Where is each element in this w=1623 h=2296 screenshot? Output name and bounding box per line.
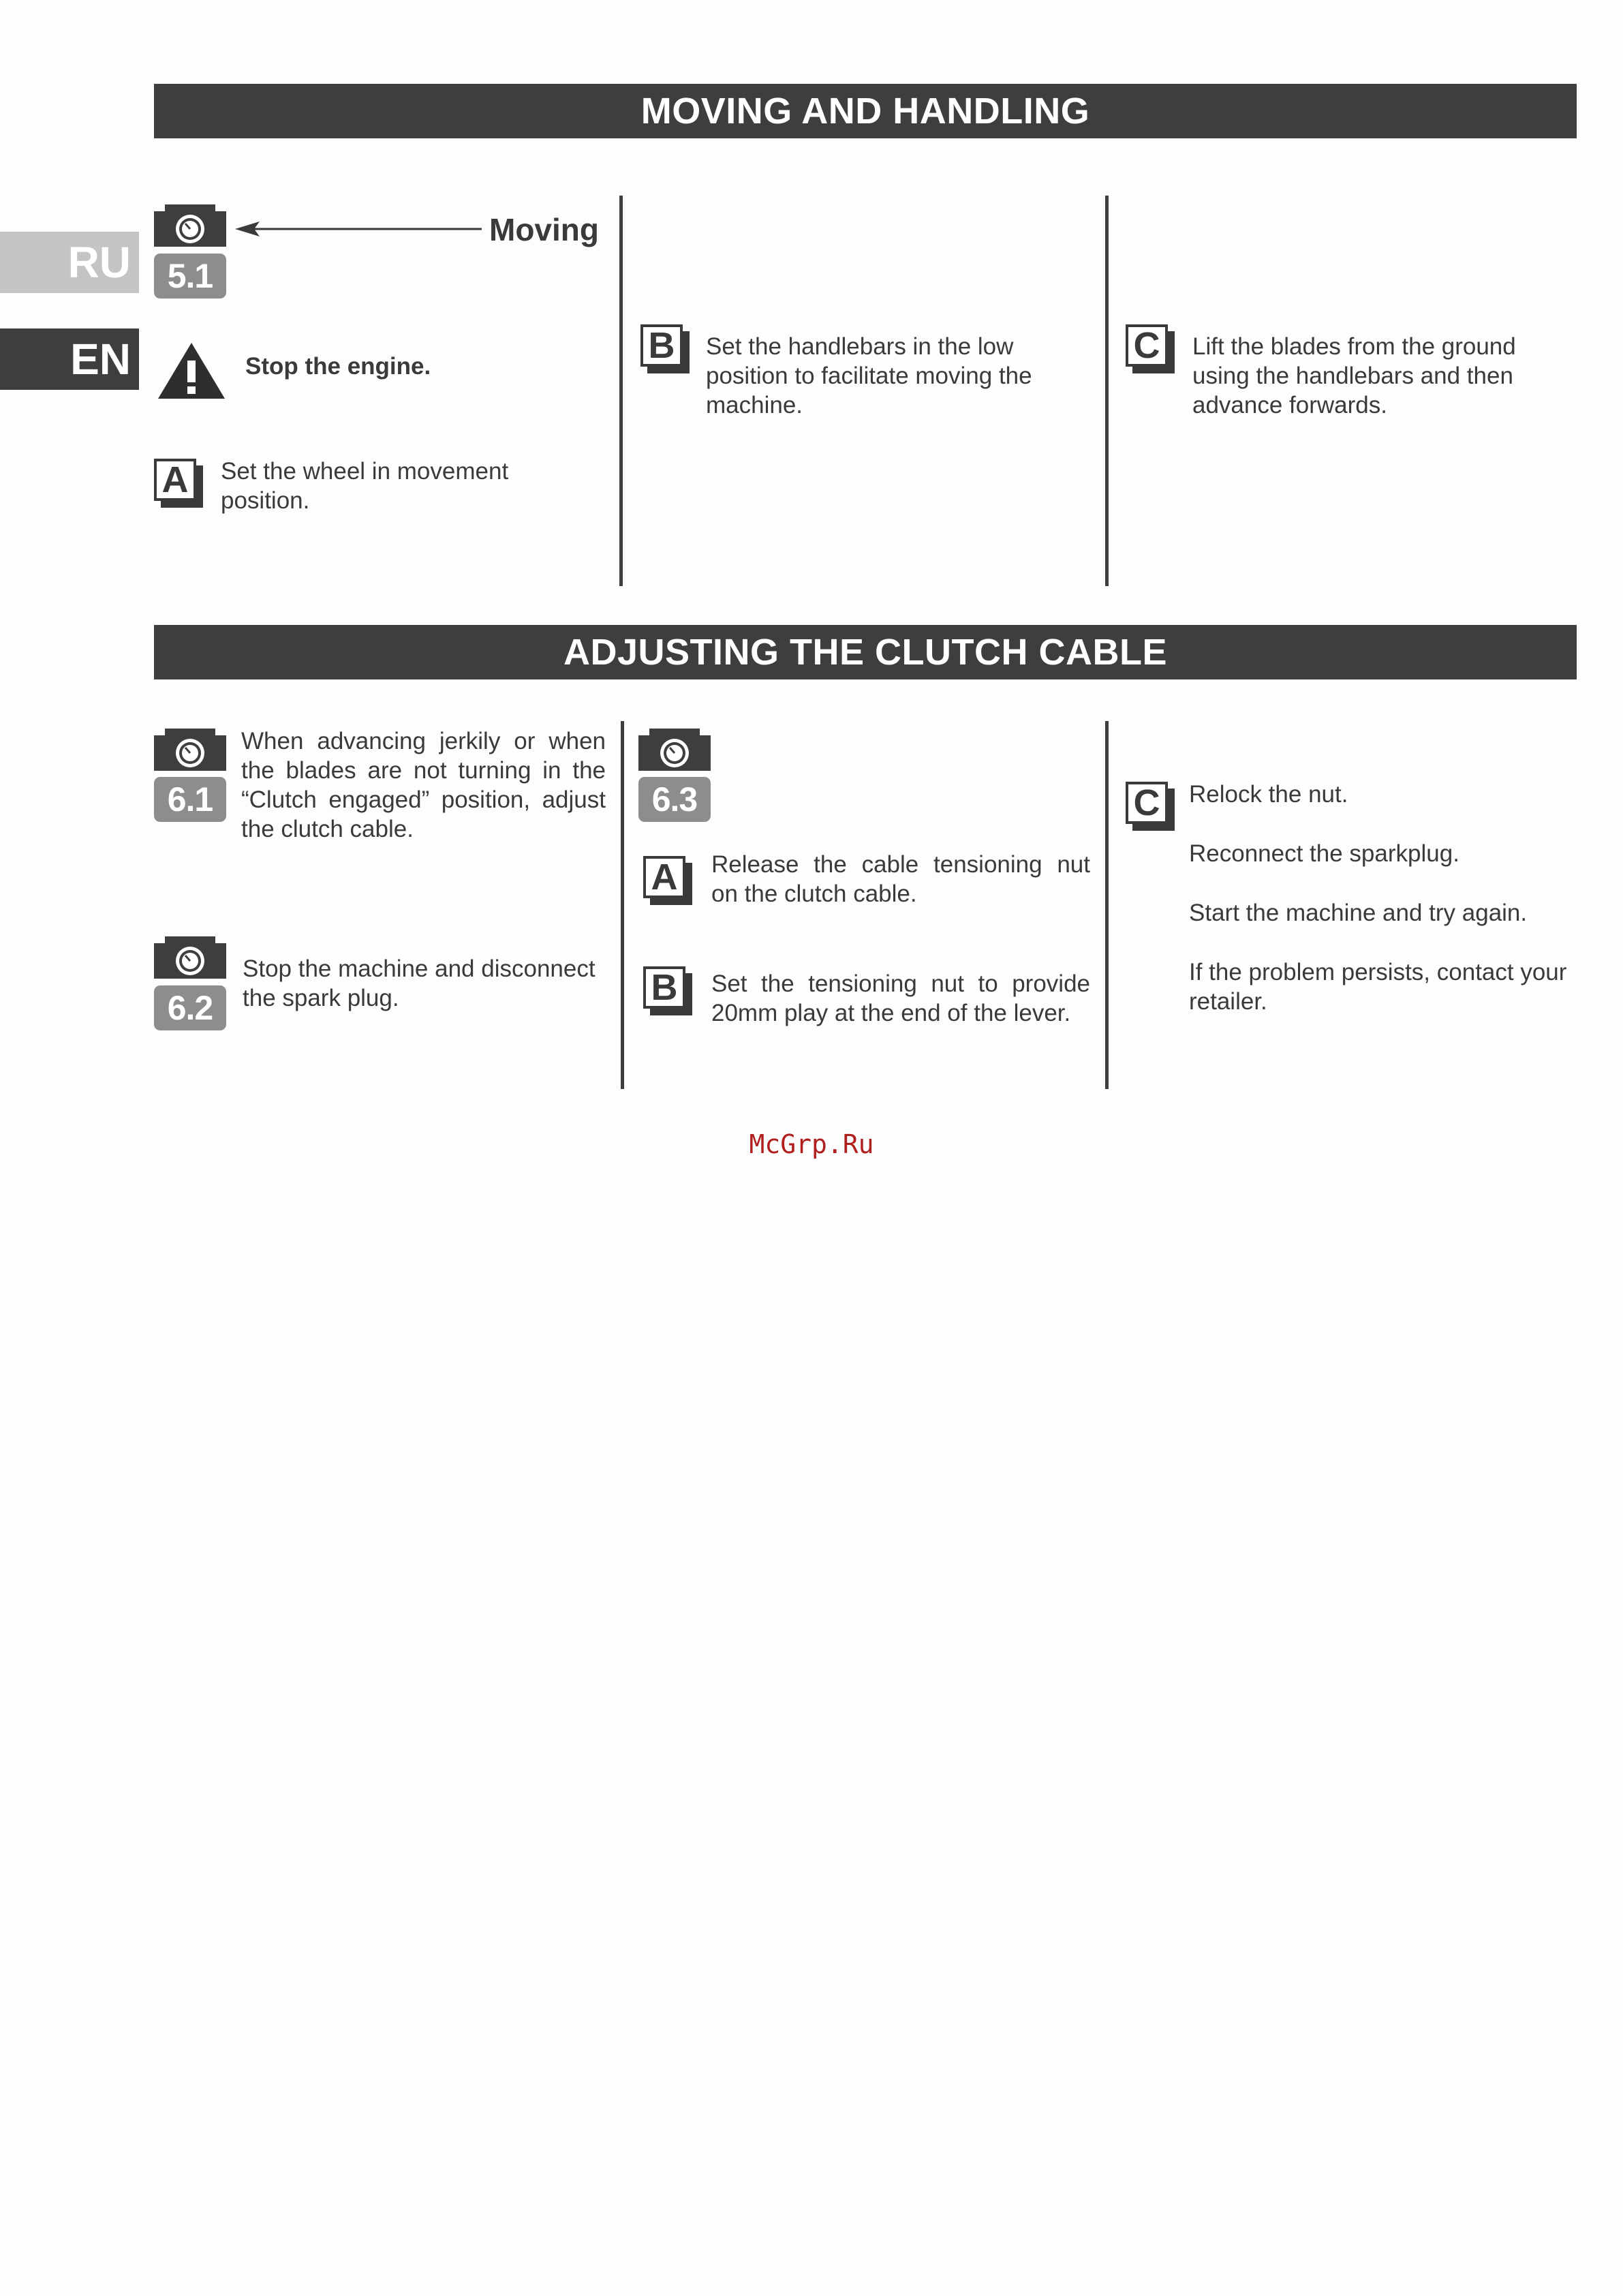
clutch-step-c-line-3: Start the machine and try again. xyxy=(1189,900,1528,926)
arrow-left-icon xyxy=(235,221,484,237)
watermark: McGrp.Ru xyxy=(749,1129,874,1159)
camera-icon xyxy=(154,934,226,979)
figure-badge-6-2: 6.2 xyxy=(154,985,226,1030)
clutch-step-c-line-2: Reconnect the sparkplug. xyxy=(1189,840,1459,867)
warning-text: Stop the engine. xyxy=(245,353,431,380)
fig-6-1-text: When advancing jerkily or when the blades are not turning in the “Clutch engaged” position, adjust the clutch cable. xyxy=(241,728,606,842)
column-divider xyxy=(1105,196,1109,586)
language-tab-en[interactable]: EN xyxy=(0,328,139,390)
fig-6-2-text: Stop the machine and disconnect the spark plug. xyxy=(243,955,596,1011)
warning-icon xyxy=(156,340,227,401)
step-a-text: Set the wheel in movement position. xyxy=(221,458,509,514)
camera-icon xyxy=(154,726,226,771)
clutch-step-b-text: Set the tensioning nut to provide 20mm play at the end of the lever. xyxy=(711,970,1090,1026)
step-c-text: Lift the blades from the ground using the handlebars and then advance forwards. xyxy=(1192,333,1516,418)
column-divider xyxy=(1105,721,1109,1089)
step-b-text: Set the handlebars in the low position to facilitate moving the machine. xyxy=(706,333,1032,418)
camera-icon xyxy=(638,726,711,771)
moving-label: Moving xyxy=(489,212,599,247)
figure-badge-6-3: 6.3 xyxy=(638,777,711,822)
language-tab-ru[interactable]: RU xyxy=(0,232,139,293)
step-letter-b: B xyxy=(643,966,685,1009)
step-letter-a: A xyxy=(643,856,685,898)
step-letter-a: A xyxy=(154,459,196,501)
figure-badge-6-1: 6.1 xyxy=(154,777,226,822)
camera-icon xyxy=(154,202,226,247)
clutch-step-c-line-1: Relock the nut. xyxy=(1189,781,1348,808)
step-letter-c: C xyxy=(1126,324,1168,367)
clutch-step-a-text: Release the cable tensioning nut on the clutch cable. xyxy=(711,851,1090,907)
column-divider xyxy=(619,196,623,586)
section-title-moving: MOVING AND HANDLING xyxy=(154,84,1577,138)
step-letter-c: C xyxy=(1126,782,1168,824)
column-divider xyxy=(621,721,624,1089)
figure-badge-5-1: 5.1 xyxy=(154,254,226,299)
clutch-step-c-line-4: If the problem persists, contact your retailer. xyxy=(1189,959,1567,1015)
step-letter-b: B xyxy=(640,324,683,367)
section-title-clutch: ADJUSTING THE CLUTCH CABLE xyxy=(154,625,1577,679)
